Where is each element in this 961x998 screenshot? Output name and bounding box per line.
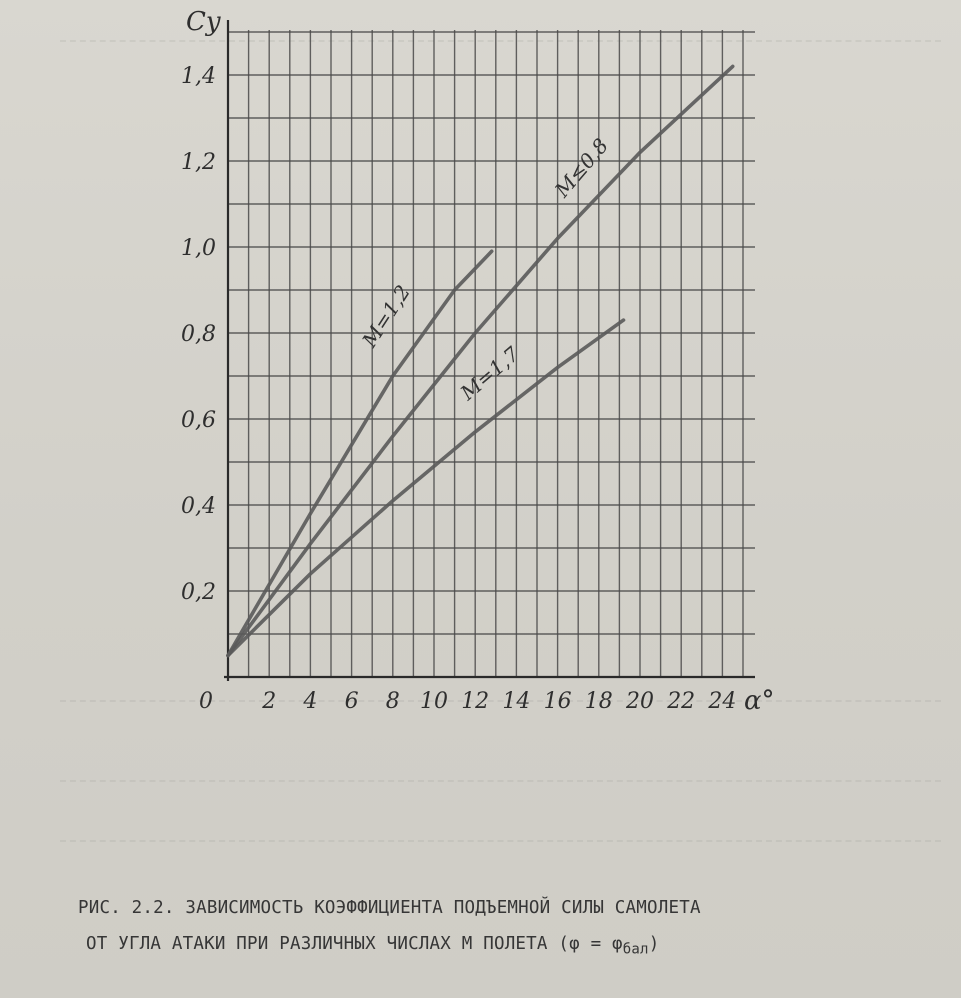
caption-subscript: бал bbox=[622, 941, 649, 958]
y-tick-label: 0,2 bbox=[181, 580, 216, 605]
y-tick-label: 1,0 bbox=[181, 236, 216, 261]
x-tick-label: 8 bbox=[385, 689, 400, 714]
x-tick-label: 24 bbox=[708, 689, 737, 714]
series-line-1 bbox=[228, 66, 733, 655]
x-tick-label: 6 bbox=[344, 689, 359, 714]
x-tick-label: 4 bbox=[303, 689, 318, 714]
y-tick-label: 0,6 bbox=[181, 408, 216, 433]
x-tick-label: 0 bbox=[199, 689, 213, 714]
caption-line-1: РИС. 2.2. ЗАВИСИМОСТЬ КОЭФФИЦИЕНТА ПОДЪЕМНОЙ СИЛЫ САМОЛЕТА bbox=[78, 898, 701, 918]
series-label-2: M=1,2 bbox=[357, 280, 416, 352]
series-label-1: M≤0,8 bbox=[549, 133, 614, 202]
y-tick-label: 1,4 bbox=[181, 64, 216, 89]
series-label-3: M=1,7 bbox=[455, 341, 524, 405]
y-tick-label: 1,2 bbox=[181, 150, 216, 175]
x-tick-label: 14 bbox=[502, 689, 531, 714]
x-tick-label: 22 bbox=[667, 689, 696, 714]
x-tick-label: 2 bbox=[262, 689, 277, 714]
y-axis-label: Cy bbox=[186, 7, 221, 37]
y-tick-label: 0,8 bbox=[181, 322, 216, 347]
x-tick-label: 10 bbox=[420, 689, 448, 714]
y-tick-label: 0,4 bbox=[181, 494, 216, 519]
caption-line-2 bbox=[78, 926, 938, 968]
chart-labels bbox=[181, 7, 775, 716]
x-tick-label: 20 bbox=[626, 689, 654, 714]
caption-line-2-end: ) bbox=[648, 934, 660, 954]
chart-grid bbox=[228, 30, 755, 677]
x-tick-label: 18 bbox=[584, 689, 613, 714]
x-tick-label: 16 bbox=[543, 689, 572, 714]
x-axis-label: α° bbox=[744, 686, 775, 716]
series-line-3 bbox=[228, 320, 624, 655]
caption-line-2-text: ОТ УГЛА АТАКИ ПРИ РАЗЛИЧНЫХ ЧИСЛАХ М ПОЛЕТА (φ = φ bbox=[86, 934, 623, 954]
chart-series bbox=[228, 66, 733, 655]
x-tick-label: 12 bbox=[461, 689, 490, 714]
figure-caption bbox=[78, 890, 938, 968]
